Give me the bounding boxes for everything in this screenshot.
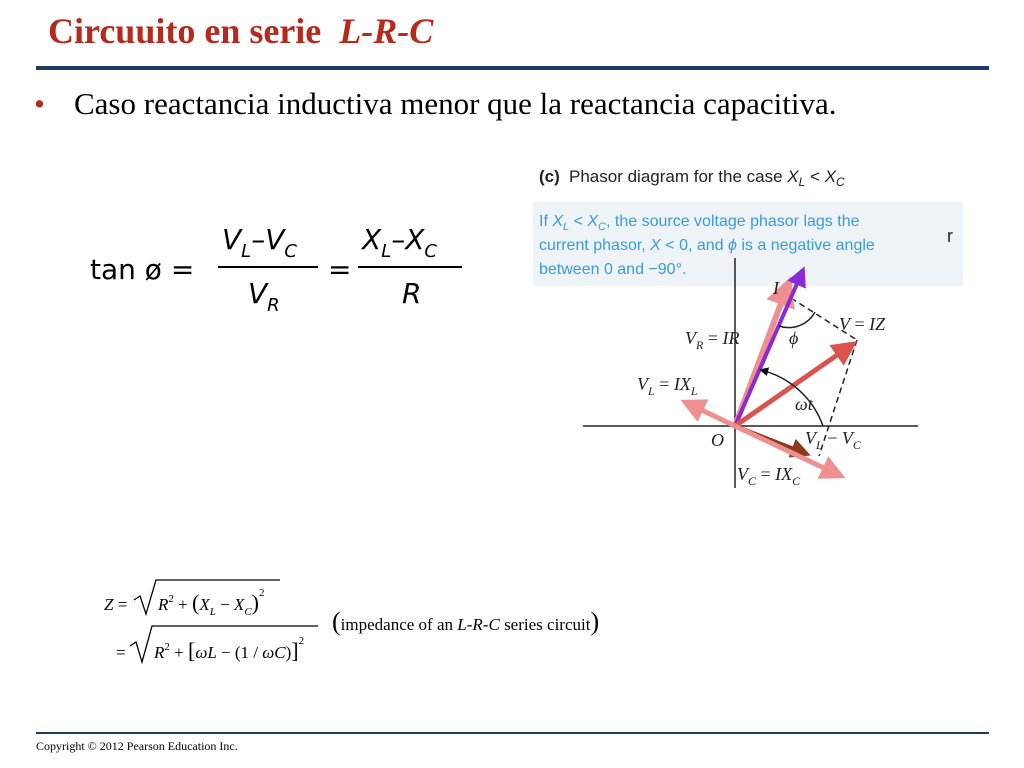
frac2-numerator: $X_L-X_C$	[362, 223, 437, 262]
label-vl: $V_L = IX_L$	[637, 374, 698, 398]
tan-lhs: tan ø =	[90, 253, 195, 286]
z-lhs: Z =	[104, 595, 128, 614]
label-current: I	[773, 278, 779, 298]
bullet-text: Caso reactancia inductiva menor que la reactancia capacitiva.	[74, 86, 837, 121]
line2-radicand: $R^2 + [\omega L - (1 / \omega C)]^2$	[154, 635, 305, 663]
label-vl-minus-vc: $V_L - V_C$	[805, 428, 861, 452]
label-phi: ϕ	[789, 328, 799, 348]
caption-label: (c)	[539, 167, 560, 186]
label-origin: O	[711, 430, 724, 450]
caption-text: Phasor diagram for the case $X_L < X_C$	[569, 167, 845, 189]
stray-char: r	[947, 226, 953, 246]
phasor-diagram	[523, 158, 993, 518]
top-rule	[36, 66, 989, 70]
copyright-footer: Copyright © 2012 Pearson Education Inc.	[36, 739, 238, 753]
equals-sign: =	[328, 253, 352, 286]
vl-arrow	[685, 402, 735, 426]
impedance-equation	[100, 574, 640, 674]
title-italic-text: L-R-C	[339, 11, 434, 51]
impedance-note: (impedance of an L-R-C series circuit)	[332, 607, 600, 636]
label-omega-t: ωt	[795, 394, 813, 414]
frac1-numerator: $V_L-V_C$	[222, 223, 297, 262]
frac1-denominator: $V_R$	[248, 277, 280, 316]
bullet-icon: •	[34, 86, 45, 121]
line2-lhs: =	[116, 643, 126, 662]
slide-title	[48, 10, 433, 52]
bottom-rule	[36, 732, 989, 734]
note-line-3: between 0 and −90°.	[539, 261, 687, 278]
bullet-item	[34, 86, 837, 122]
label-v: V = IZ	[839, 314, 886, 334]
line1-radicand: $R^2 + (X_L - X_C)^2$	[158, 587, 265, 618]
tan-equation	[90, 215, 470, 325]
label-vc: $V_C = IX_C$	[737, 464, 801, 488]
note-line-2: current phasor, X < 0, and ϕ is a negative angle	[539, 237, 875, 254]
title-text: Circuuito en serie	[48, 11, 322, 51]
omega-t-arc	[761, 370, 823, 426]
label-vr: $V_R$ = IR	[685, 328, 740, 352]
note-line-1: If $X_L < X_C$, the source voltage phasor lags the	[539, 213, 860, 233]
frac2-denominator: R	[402, 277, 422, 310]
